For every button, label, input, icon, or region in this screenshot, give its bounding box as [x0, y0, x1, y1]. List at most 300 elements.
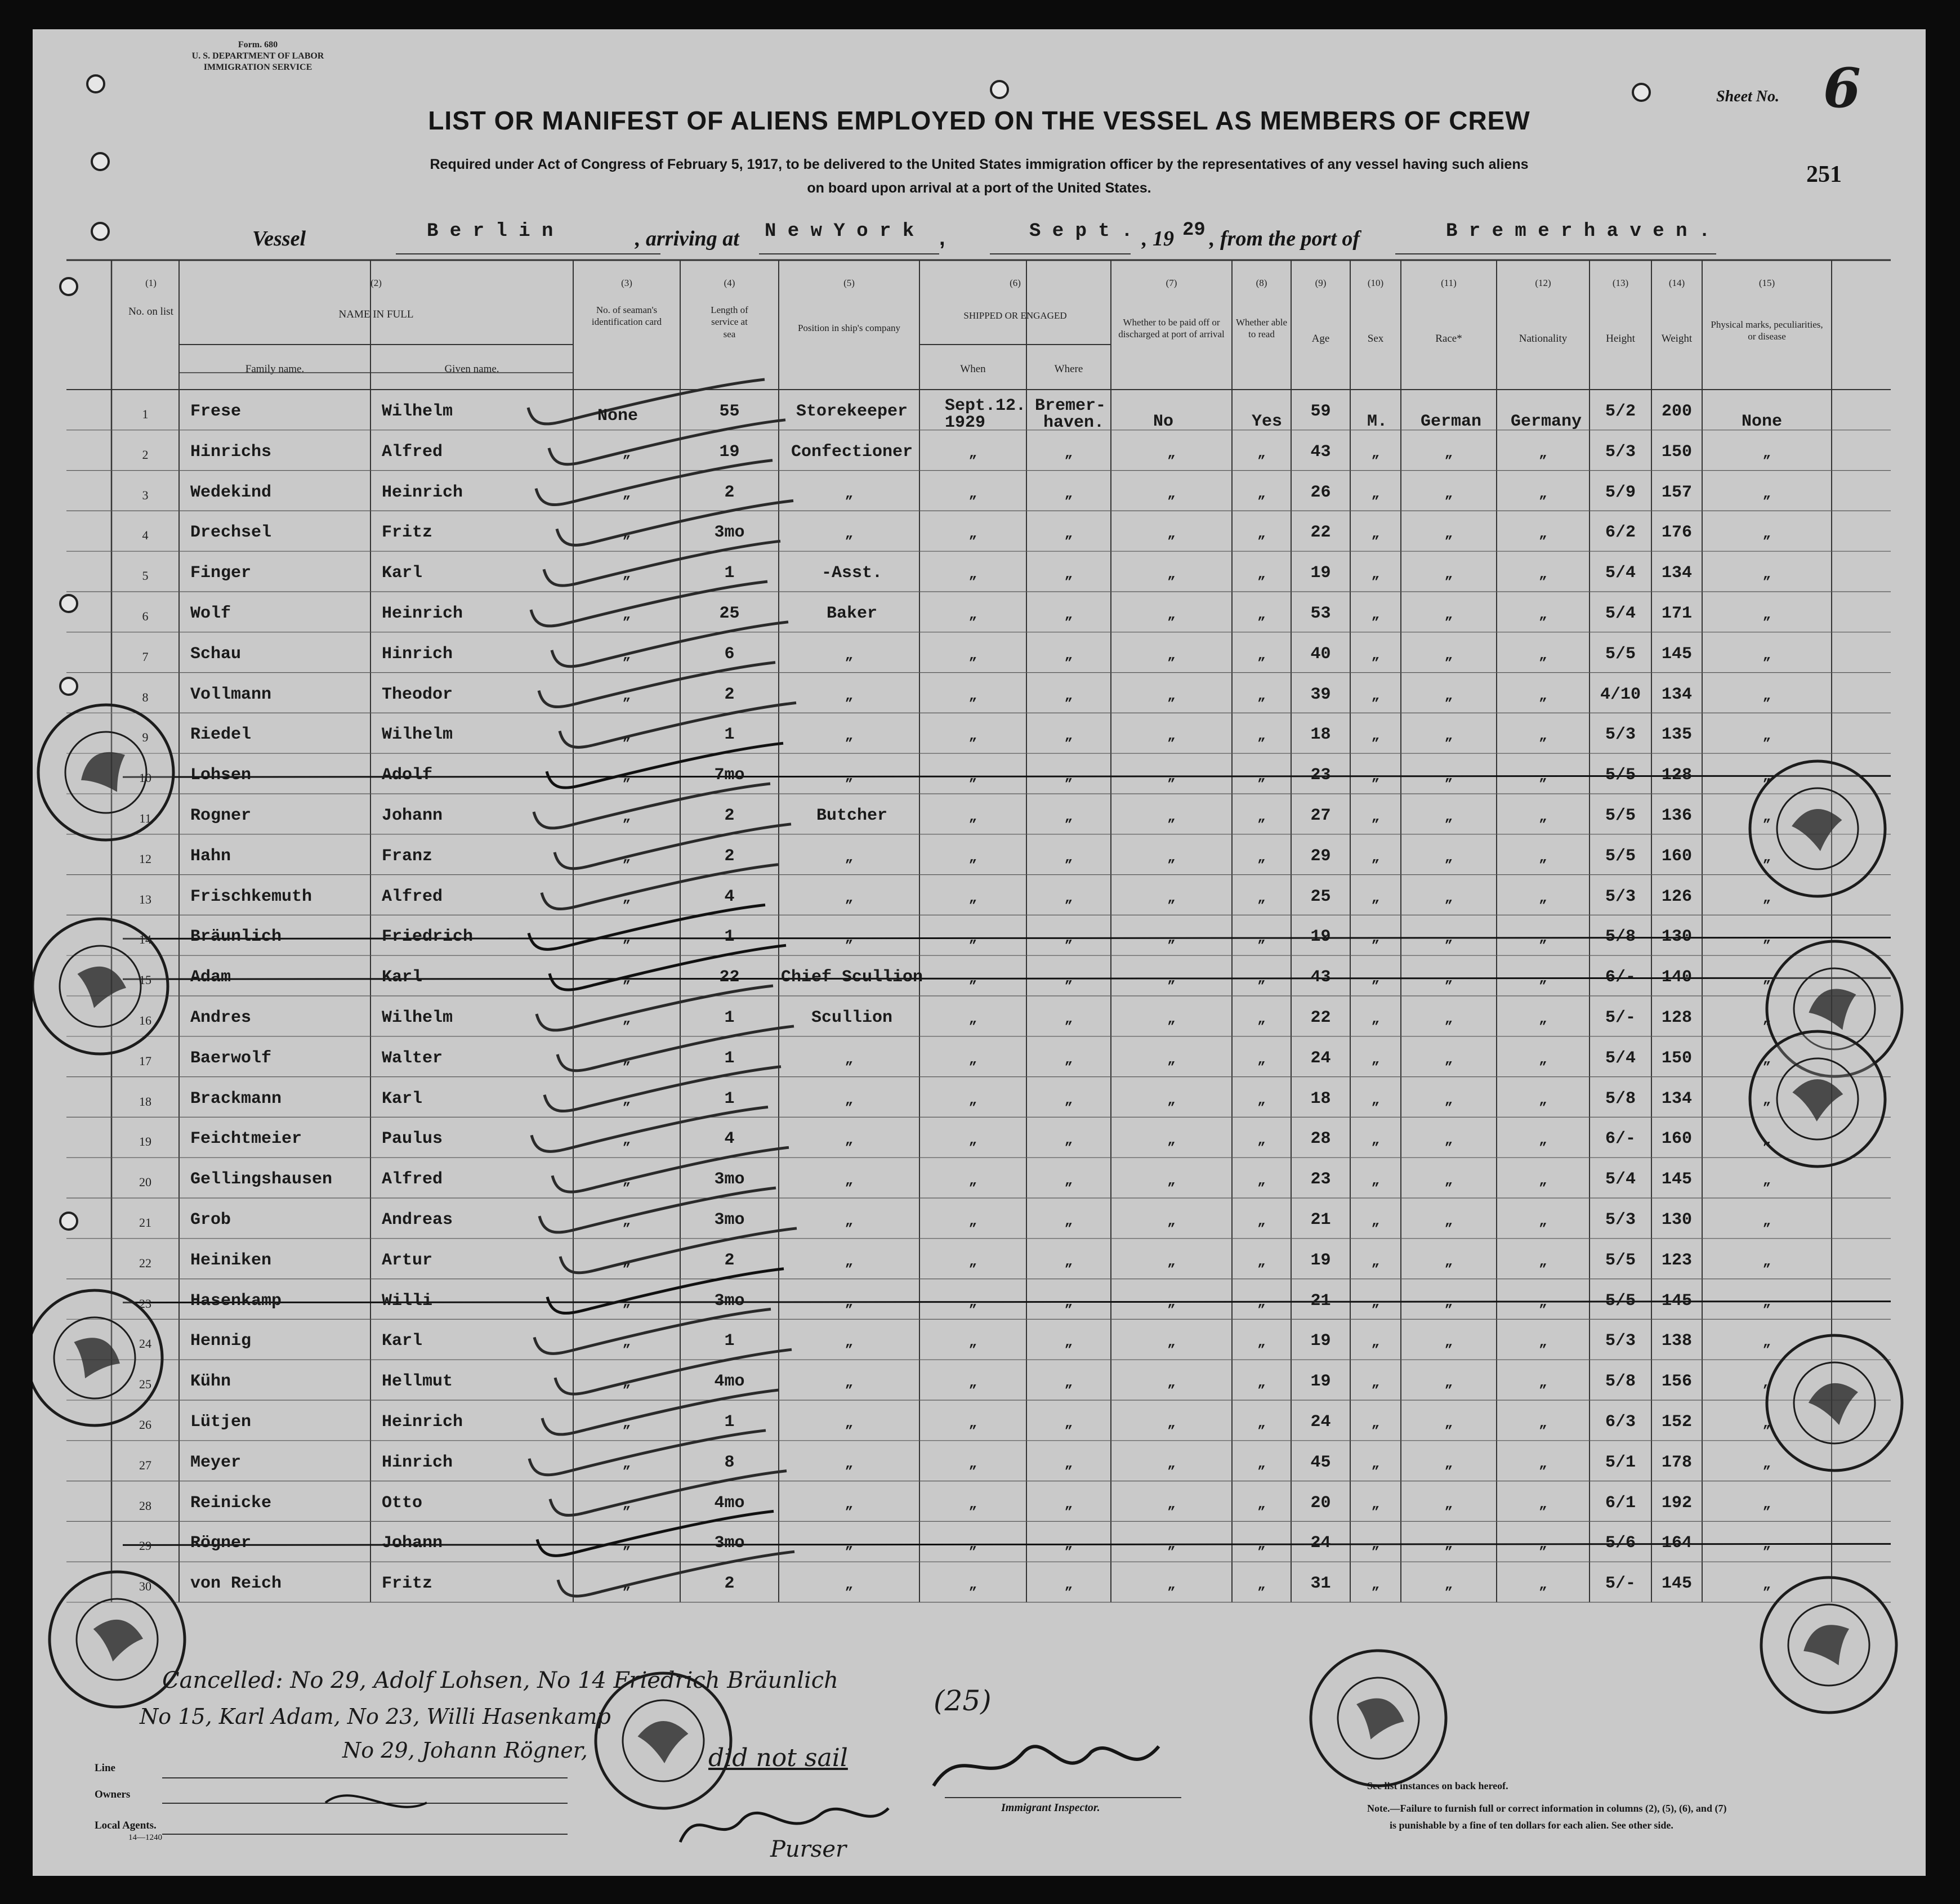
- age: 21: [1310, 1210, 1331, 1230]
- crew-count-note: (25): [934, 1684, 992, 1717]
- ditto-mark: „: [845, 1456, 854, 1472]
- length-of-service: 1: [724, 1089, 735, 1109]
- age: 19: [1310, 1331, 1331, 1351]
- col2-label: NAME IN FULL: [338, 309, 414, 320]
- given-name: Franz: [382, 846, 433, 866]
- ditto-mark: „: [1539, 931, 1547, 946]
- ditto-mark: „: [622, 647, 631, 663]
- height: 4/10: [1600, 685, 1641, 704]
- ditto-mark: „: [1444, 647, 1453, 663]
- ditto-mark: „: [1167, 971, 1176, 987]
- ship-position: Butcher: [816, 806, 888, 825]
- height: 5/3: [1605, 1331, 1636, 1351]
- given-name: Johann: [382, 806, 443, 825]
- ditto-mark: „: [845, 1254, 854, 1270]
- ditto-mark: „: [1539, 526, 1547, 542]
- ditto-mark: „: [845, 688, 854, 704]
- weight: 128: [1661, 766, 1692, 785]
- ditto-mark: „: [845, 769, 854, 785]
- ditto-mark: „: [968, 526, 977, 542]
- length-of-service: 2: [724, 1250, 735, 1270]
- ditto-mark: „: [968, 486, 977, 502]
- manifest-page: [33, 29, 1926, 1876]
- ditto-mark: „: [1257, 567, 1266, 583]
- ditto-mark: „: [1167, 1214, 1176, 1229]
- row-number: 25: [139, 1377, 151, 1392]
- weight: 130: [1661, 927, 1692, 947]
- family-name: Wolf: [190, 604, 231, 623]
- ditto-mark: „: [968, 890, 977, 906]
- ditto-mark: „: [1539, 1173, 1547, 1189]
- ditto-mark: „: [1064, 1012, 1073, 1027]
- cancelled-note-line-3: No 29, Johann Rögner,: [342, 1738, 588, 1763]
- ditto-mark: „: [622, 1012, 631, 1027]
- weight: 145: [1661, 644, 1692, 664]
- col9-number: (9): [1315, 278, 1327, 288]
- length-of-service: 25: [719, 604, 740, 623]
- age: 23: [1310, 1170, 1331, 1190]
- ditto-mark: „: [1371, 1375, 1380, 1391]
- ditto-mark: „: [1064, 931, 1073, 946]
- family-name: Adam: [190, 968, 231, 987]
- col9-label: Age: [1311, 333, 1330, 345]
- ditto-mark: „: [1762, 810, 1771, 825]
- ditto-mark: „: [1444, 1375, 1453, 1391]
- given-name: Wilhelm: [382, 725, 453, 745]
- length-of-service: 4: [724, 887, 735, 906]
- ditto-mark: „: [1371, 1214, 1380, 1229]
- ditto-mark: „: [1257, 688, 1266, 704]
- ditto-mark: „: [845, 486, 854, 502]
- length-of-service: 7mo: [714, 766, 745, 785]
- length-of-service: 2: [724, 482, 735, 502]
- weight: 135: [1661, 725, 1692, 745]
- length-of-service: 1: [724, 1413, 735, 1432]
- sheet-number: 6: [1823, 56, 1861, 120]
- ditto-mark: „: [1762, 1092, 1771, 1108]
- ditto-mark: „: [1444, 688, 1453, 704]
- ditto-mark: „: [1444, 850, 1453, 865]
- row-number: 23: [139, 1296, 151, 1311]
- family-name: Bräunlich: [190, 927, 282, 947]
- ditto-mark: „: [1762, 688, 1771, 704]
- height: 5/5: [1605, 766, 1636, 785]
- ditto-mark: „: [968, 1294, 977, 1310]
- family-name: Rogner: [190, 806, 252, 825]
- col6-where-label: Where: [1054, 363, 1083, 375]
- ditto-mark: „: [1167, 850, 1176, 865]
- ditto-mark: „: [1444, 1577, 1453, 1593]
- given-name: Karl: [382, 968, 423, 987]
- given-name: Theodor: [382, 685, 453, 704]
- agents-label: Local Agents.: [95, 1820, 157, 1831]
- age: 53: [1310, 604, 1331, 623]
- ditto-mark: „: [1371, 486, 1380, 502]
- family-name: Baerwolf: [190, 1048, 272, 1068]
- ditto-mark: „: [1257, 1052, 1266, 1067]
- col5-label: Position in ship's company: [797, 323, 901, 333]
- row-number: 15: [139, 973, 151, 987]
- height: 5/3: [1605, 887, 1636, 906]
- document-title: LIST OR MANIFEST OF ALIENS EMPLOYED ON THE VESSEL AS MEMBERS OF CREW: [428, 106, 1530, 135]
- ditto-mark: „: [1762, 850, 1771, 865]
- ditto-mark: „: [1257, 607, 1266, 623]
- row-number: 11: [139, 811, 151, 825]
- ditto-mark: „: [1444, 1173, 1453, 1189]
- ditto-mark: „: [1762, 1375, 1771, 1391]
- weight: 138: [1661, 1331, 1692, 1351]
- ditto-mark: „: [1064, 445, 1073, 461]
- ditto-mark: „: [845, 728, 854, 744]
- ditto-mark: „: [1539, 1335, 1547, 1351]
- length-of-service: 55: [719, 402, 740, 421]
- given-name: Alfred: [382, 442, 443, 462]
- ditto-mark: „: [1064, 1375, 1073, 1391]
- ditto-mark: „: [1444, 1133, 1453, 1148]
- ditto-mark: „: [968, 1173, 977, 1189]
- ditto-mark: „: [1257, 1173, 1266, 1189]
- ditto-mark: „: [1762, 445, 1771, 461]
- ditto-mark: „: [1444, 1294, 1453, 1310]
- ditto-mark: „: [1539, 1092, 1547, 1108]
- weight: 134: [1661, 564, 1692, 583]
- given-name: Fritz: [382, 523, 433, 543]
- inspector-signature: [934, 1746, 1159, 1786]
- ditto-mark: „: [1539, 486, 1547, 502]
- given-name: Artur: [382, 1250, 433, 1270]
- ditto-mark: „: [845, 647, 854, 663]
- col6-label: SHIPPED OR ENGAGED: [963, 310, 1067, 321]
- ditto-mark: „: [1257, 728, 1266, 744]
- ditto-mark: „: [845, 1052, 854, 1067]
- ditto-mark: „: [1257, 1537, 1266, 1553]
- ditto-mark: „: [1539, 688, 1547, 704]
- ditto-mark: „: [1444, 1012, 1453, 1027]
- age: 18: [1310, 725, 1331, 745]
- length-of-service: 3mo: [714, 1534, 745, 1553]
- given-name: Hinrich: [382, 644, 453, 664]
- col5-number: (5): [843, 278, 855, 288]
- ditto-mark: „: [968, 445, 977, 461]
- ditto-mark: „: [1167, 1173, 1176, 1189]
- shipped-when-2: 1929: [945, 413, 986, 432]
- ditto-mark: „: [622, 931, 631, 946]
- ditto-mark: „: [1064, 486, 1073, 502]
- ditto-mark: „: [845, 1133, 854, 1148]
- ditto-mark: „: [1444, 486, 1453, 502]
- row-number: 2: [142, 447, 149, 462]
- col12-label: Nationality: [1519, 333, 1568, 345]
- height: 5/6: [1605, 1534, 1636, 1553]
- height: 5/5: [1605, 1250, 1636, 1270]
- age: 24: [1310, 1413, 1331, 1432]
- age: 59: [1310, 402, 1331, 421]
- ditto-mark: „: [968, 931, 977, 946]
- service-name: IMMIGRATION SERVICE: [203, 62, 312, 72]
- purser-signature-title: Purser: [770, 1836, 847, 1862]
- ditto-mark: „: [1444, 728, 1453, 744]
- ditto-mark: „: [1539, 647, 1547, 663]
- ditto-mark: „: [1257, 1335, 1266, 1351]
- ship-position: Confectioner: [791, 442, 913, 462]
- shipped-where-1: Bremer-: [1035, 396, 1106, 415]
- ditto-mark: „: [622, 1052, 631, 1067]
- weight: 160: [1661, 1129, 1692, 1149]
- ditto-mark: „: [1539, 1254, 1547, 1270]
- ditto-mark: „: [1539, 567, 1547, 583]
- age: 43: [1310, 442, 1331, 462]
- ditto-mark: „: [1762, 1496, 1771, 1512]
- given-name: Otto: [382, 1493, 423, 1513]
- ditto-mark: „: [1371, 1496, 1380, 1512]
- ditto-mark: „: [1371, 1577, 1380, 1593]
- form-number: Form. 680: [238, 40, 278, 50]
- length-of-service: 1: [724, 1048, 735, 1068]
- weight: 176: [1661, 523, 1692, 543]
- ditto-mark: „: [1444, 890, 1453, 906]
- inspector-label: Immigrant Inspector.: [1001, 1802, 1100, 1814]
- ditto-mark: „: [1762, 971, 1771, 987]
- arriving-label: , arriving at: [635, 227, 739, 251]
- length-of-service: 4: [724, 1129, 735, 1149]
- row-number: 29: [139, 1539, 151, 1553]
- given-name: Alfred: [382, 1170, 443, 1190]
- ditto-mark: „: [1444, 1416, 1453, 1431]
- age: 20: [1310, 1493, 1331, 1513]
- given-name: Karl: [382, 1089, 423, 1109]
- weight: 150: [1661, 442, 1692, 462]
- ditto-mark: „: [1167, 1496, 1176, 1512]
- ditto-mark: „: [1539, 850, 1547, 865]
- row-number: 7: [142, 649, 149, 664]
- ditto-mark: „: [968, 1254, 977, 1270]
- ditto-mark: „: [1167, 1375, 1176, 1391]
- col15-label: Physical marks, peculiarities, or disease: [1711, 319, 1823, 342]
- ditto-mark: „: [1762, 769, 1771, 785]
- ditto-mark: „: [1257, 850, 1266, 865]
- ditto-mark: „: [1371, 1012, 1380, 1027]
- weight: 136: [1661, 806, 1692, 825]
- ditto-mark: „: [968, 728, 977, 744]
- ditto-mark: „: [1257, 971, 1266, 987]
- ditto-mark: „: [968, 1496, 977, 1512]
- ditto-mark: „: [1257, 890, 1266, 906]
- ship-position: -Asst.: [821, 564, 883, 583]
- ditto-mark: „: [1444, 607, 1453, 623]
- ditto-mark: „: [622, 810, 631, 825]
- ditto-mark: „: [622, 688, 631, 704]
- age: 25: [1310, 887, 1331, 906]
- col14-number: (14): [1668, 278, 1685, 288]
- ditto-mark: „: [1064, 1496, 1073, 1512]
- ditto-mark: „: [622, 607, 631, 623]
- col1-label: No. on list: [128, 306, 173, 318]
- ditto-mark: „: [1064, 1335, 1073, 1351]
- ditto-mark: „: [1064, 567, 1073, 583]
- height: 5/3: [1605, 1210, 1636, 1230]
- ditto-mark: „: [1064, 1294, 1073, 1310]
- ditto-mark: „: [845, 1335, 854, 1351]
- ditto-mark: „: [1167, 1577, 1176, 1593]
- ditto-mark: „: [1371, 1092, 1380, 1108]
- weight: 145: [1661, 1170, 1692, 1190]
- ditto-mark: „: [1167, 647, 1176, 663]
- row-number: 10: [139, 771, 151, 785]
- weight: 140: [1661, 968, 1692, 987]
- ditto-mark: „: [1371, 1456, 1380, 1472]
- height: 5/2: [1605, 402, 1636, 421]
- ditto-mark: „: [845, 526, 854, 542]
- weight: 145: [1661, 1574, 1692, 1594]
- ditto-mark: „: [1167, 607, 1176, 623]
- ditto-mark: „: [1371, 1416, 1380, 1431]
- row-number: 8: [142, 690, 149, 704]
- age: 19: [1310, 1372, 1331, 1392]
- footer-note-3: is punishable by a fine of ten dollars for each alien. See other side.: [1390, 1820, 1673, 1831]
- ditto-mark: „: [1064, 810, 1073, 825]
- ditto-mark: „: [1371, 890, 1380, 906]
- age: 40: [1310, 644, 1331, 664]
- family-name: Drechsel: [190, 523, 272, 543]
- ditto-mark: „: [622, 890, 631, 906]
- height: 5/5: [1605, 644, 1636, 664]
- ship-position: Chief Scullion: [780, 968, 923, 987]
- ditto-mark: „: [1762, 1173, 1771, 1189]
- ditto-mark: „: [622, 1092, 631, 1108]
- given-name: Wilhelm: [382, 1008, 453, 1027]
- form-code: 14—1240: [128, 1833, 162, 1842]
- ditto-mark: „: [622, 1214, 631, 1229]
- weight: 128: [1661, 1008, 1692, 1027]
- ditto-mark: „: [1371, 769, 1380, 785]
- col3-number: (3): [621, 278, 632, 288]
- age: 24: [1310, 1534, 1331, 1553]
- row-number: 1: [142, 407, 149, 421]
- ditto-mark: „: [1539, 810, 1547, 825]
- ditto-mark: „: [1064, 1456, 1073, 1472]
- ditto-mark: „: [1762, 647, 1771, 663]
- ditto-mark: „: [622, 1416, 631, 1431]
- ditto-mark: „: [1762, 607, 1771, 623]
- weight: 145: [1661, 1291, 1692, 1311]
- cancelled-note-line-2: No 15, Karl Adam, No 23, Willi Hasenkamp: [140, 1704, 611, 1729]
- ditto-mark: „: [968, 850, 977, 865]
- row-number: 20: [139, 1175, 151, 1190]
- age: 23: [1310, 766, 1331, 785]
- height: 5/8: [1605, 1372, 1636, 1392]
- purser-signature: [680, 1808, 889, 1842]
- age: 28: [1310, 1129, 1331, 1149]
- ditto-mark: „: [1371, 445, 1380, 461]
- ditto-mark: „: [1167, 1537, 1176, 1553]
- ditto-mark: „: [845, 850, 854, 865]
- given-name: Willi: [382, 1291, 433, 1311]
- ditto-mark: „: [1167, 1052, 1176, 1067]
- ditto-mark: „: [968, 810, 977, 825]
- paid-off: No: [1153, 412, 1174, 431]
- ditto-mark: „: [968, 1133, 977, 1148]
- height: 5/5: [1605, 1291, 1636, 1311]
- subtitle-line-2: on board upon arrival at a port of the United States.: [807, 180, 1151, 196]
- given-name: Friedrich: [382, 927, 474, 947]
- ditto-mark: „: [1762, 1456, 1771, 1472]
- ditto-mark: „: [1371, 607, 1380, 623]
- col4-label: Length of service at sea: [711, 305, 748, 339]
- ditto-mark: „: [845, 1092, 854, 1108]
- ditto-mark: „: [1444, 1496, 1453, 1512]
- arrival-port: N e w Y o r k: [765, 221, 914, 242]
- col11-number: (11): [1441, 278, 1457, 288]
- given-name: Hinrich: [382, 1452, 453, 1472]
- ditto-mark: „: [1539, 890, 1547, 906]
- ditto-mark: „: [622, 1254, 631, 1270]
- ditto-mark: „: [622, 1133, 631, 1148]
- height: 5/8: [1605, 1089, 1636, 1109]
- weight: 156: [1661, 1372, 1692, 1392]
- ditto-mark: „: [1167, 1416, 1176, 1431]
- cancelled-note-line-1: Cancelled: No 29, Adolf Lohsen, No 14 Friedrich Bräunlich: [162, 1668, 838, 1693]
- ditto-mark: „: [1539, 728, 1547, 744]
- ditto-mark: „: [1444, 1537, 1453, 1553]
- length-of-service: 8: [724, 1452, 735, 1472]
- weight: 123: [1661, 1250, 1692, 1270]
- ditto-mark: „: [1762, 1052, 1771, 1067]
- ditto-mark: „: [1064, 1173, 1073, 1189]
- ditto-mark: „: [968, 1092, 977, 1108]
- ditto-mark: „: [1064, 728, 1073, 744]
- ditto-mark: „: [968, 1375, 977, 1391]
- col1-number: (1): [145, 278, 157, 288]
- ditto-mark: „: [1762, 567, 1771, 583]
- length-of-service: 1: [724, 1331, 735, 1351]
- ditto-mark: „: [1167, 1335, 1176, 1351]
- ditto-mark: „: [1257, 1456, 1266, 1472]
- weight: 130: [1661, 1210, 1692, 1230]
- ditto-mark: „: [1064, 1254, 1073, 1270]
- ditto-mark: „: [1167, 1092, 1176, 1108]
- height: 5/4: [1605, 1048, 1636, 1068]
- department-name: U. S. DEPARTMENT OF LABOR: [191, 51, 324, 61]
- ditto-mark: „: [622, 1537, 631, 1553]
- weight: 134: [1661, 1089, 1692, 1109]
- ditto-mark: „: [1257, 1416, 1266, 1431]
- ditto-mark: „: [622, 526, 631, 542]
- ditto-mark: „: [968, 567, 977, 583]
- weight: 192: [1661, 1493, 1692, 1513]
- ditto-mark: „: [1064, 1416, 1073, 1431]
- given-name: Heinrich: [382, 1413, 463, 1432]
- height: 5/1: [1605, 1452, 1636, 1472]
- family-name: Hinrichs: [190, 442, 272, 462]
- family-name: Brackmann: [190, 1089, 282, 1109]
- ditto-mark: „: [845, 1537, 854, 1553]
- ditto-mark: „: [1167, 1012, 1176, 1027]
- age: 22: [1310, 523, 1331, 543]
- ditto-mark: „: [1064, 647, 1073, 663]
- height: 5/4: [1605, 604, 1636, 623]
- length-of-service: 22: [719, 968, 740, 987]
- ditto-mark: „: [1762, 1133, 1771, 1148]
- physical-marks: None: [1742, 412, 1783, 431]
- row-number: 12: [139, 851, 151, 866]
- family-name: Lütjen: [190, 1413, 252, 1432]
- ditto-mark: „: [1762, 890, 1771, 906]
- given-name: Heinrich: [382, 604, 463, 623]
- col4-number: (4): [724, 278, 735, 288]
- given-name: Paulus: [382, 1129, 443, 1149]
- row-number: 6: [142, 609, 149, 623]
- row-number: 19: [139, 1134, 151, 1149]
